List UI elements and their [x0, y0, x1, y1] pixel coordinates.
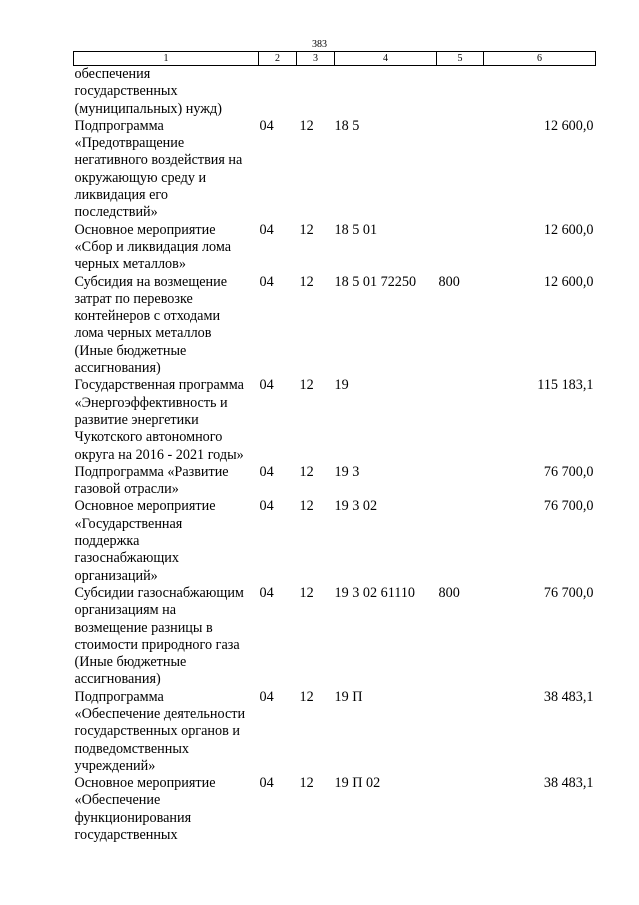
row-target-article: 18 5 01 72250 [334, 273, 417, 290]
row-amount [484, 66, 596, 118]
row-amount: 76 700,0 [543, 584, 594, 601]
row-name: Подпрограмма «Обеспечение деятельности государственных органов и подведомственных учреждений» [74, 688, 246, 774]
table-row [74, 689, 596, 775]
row-name: Субсидии газоснабжающим организациям на возмещение разницы в стоимости природного газа (Иные бюджетные ассигнования) [74, 584, 244, 688]
row-section: 04 [259, 377, 274, 394]
row-amount: 12 600,0 [543, 117, 594, 134]
header-col-3: 3 [297, 52, 335, 66]
table-row [74, 118, 596, 222]
header-col-6: 6 [484, 52, 596, 66]
row-expense-type [437, 118, 484, 222]
row-name: Государственная программа «Энергоэффективность и развитие энергетики Чукотского автономного округа на 2016 - 2021 годы» [74, 377, 244, 463]
row-subsection: 12 [299, 688, 314, 705]
row-amount: 38 483,1 [543, 688, 594, 705]
row-expense-type [437, 775, 484, 844]
row-amount: 115 183,1 [537, 377, 594, 394]
row-section: 04 [259, 775, 274, 792]
row-section: 04 [259, 463, 274, 480]
row-subsection: 12 [299, 117, 314, 134]
row-section: 04 [259, 273, 274, 290]
table-body [74, 66, 596, 845]
row-expense-type [437, 222, 484, 274]
header-col-4: 4 [335, 52, 437, 66]
row-subsection: 12 [299, 273, 314, 290]
row-name: Субсидия на возмещение затрат по перевозке контейнеров с отходами лома черных металлов (Иные бюджетные ассигнования) [74, 273, 228, 377]
row-amount: 76 700,0 [543, 498, 594, 515]
row-expense-type [437, 464, 484, 499]
row-section: 04 [259, 584, 274, 601]
header-row [74, 52, 596, 66]
row-section: 04 [259, 498, 274, 515]
table-row [74, 377, 596, 463]
row-subsection [297, 66, 335, 118]
header-col-5: 5 [437, 52, 484, 66]
row-name: Подпрограмма «Предотвращение негативного воздействия на окружающую среду и ликвидация его последствий» [74, 117, 243, 221]
row-amount: 38 483,1 [543, 775, 594, 792]
row-subsection: 12 [299, 221, 314, 238]
row-section: 04 [259, 221, 274, 238]
row-name: Подпрограмма «Развитие газовой отрасли» [74, 463, 229, 498]
table-row [74, 498, 596, 584]
row-target-article: 19 3 02 61110 [334, 584, 416, 601]
row-amount: 12 600,0 [543, 273, 594, 290]
table-row [74, 274, 596, 378]
table-row [74, 585, 596, 689]
row-section [259, 66, 297, 118]
row-target-article: 19 3 [334, 463, 360, 480]
table-row [74, 66, 596, 118]
row-target-article: 18 5 01 [334, 221, 378, 238]
row-section: 04 [259, 117, 274, 134]
row-subsection: 12 [299, 775, 314, 792]
row-subsection: 12 [299, 463, 314, 480]
row-amount: 76 700,0 [543, 463, 594, 480]
row-subsection: 12 [299, 377, 314, 394]
row-target-article: 18 5 [334, 117, 360, 134]
row-target-article: 19 П 02 [334, 775, 381, 792]
row-section: 04 [259, 688, 274, 705]
row-target-article [335, 66, 437, 118]
row-target-article: 19 [334, 377, 349, 394]
row-amount: 12 600,0 [543, 221, 594, 238]
row-target-article: 19 П [334, 688, 363, 705]
row-expense-type [437, 689, 484, 775]
header-col-1: 1 [74, 52, 259, 66]
row-expense-type: 800 [438, 273, 460, 290]
table-row [74, 464, 596, 499]
row-expense-type [437, 498, 484, 584]
row-target-article: 19 3 02 [334, 498, 378, 515]
row-name: обеспечения государственных (муниципальных) нужд) [74, 66, 222, 117]
table-row [74, 222, 596, 274]
header-col-2: 2 [259, 52, 297, 66]
budget-table [73, 51, 596, 844]
row-expense-type: 800 [438, 584, 460, 601]
table-header [74, 52, 596, 66]
row-expense-type [437, 377, 484, 463]
row-expense-type [437, 66, 484, 118]
table-row [74, 775, 596, 844]
row-name: Основное мероприятие «Государственная поддержка газоснабжающих организаций» [74, 498, 216, 584]
page-number: 383 [312, 39, 327, 50]
row-subsection: 12 [299, 498, 314, 515]
row-name: Основное мероприятие «Обеспечение функционирования государственных [74, 775, 216, 844]
row-name: Основное мероприятие «Сбор и ликвидация лома черных металлов» [74, 221, 232, 273]
row-subsection: 12 [299, 584, 314, 601]
